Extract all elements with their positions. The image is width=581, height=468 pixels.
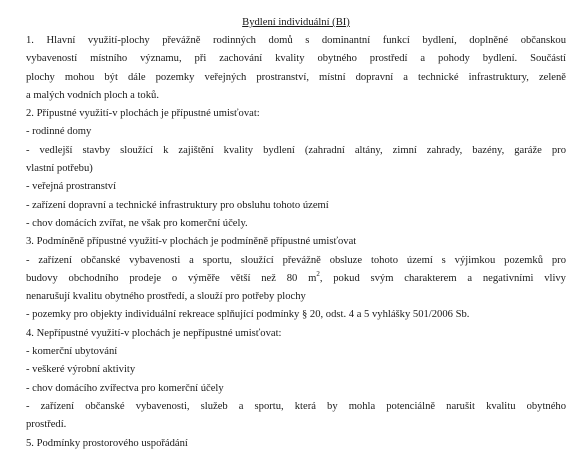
list-item: - chov domácích zvířat, ne však pro komerční účely. (26, 217, 248, 229)
list-item-continuation (26, 270, 566, 288)
list-item-continuation: prostředí. (26, 419, 67, 431)
list-item: - zařízení občanské vybavenosti, služeb a sportu, která by mohla potenciálně narušit kvalitu obytného (26, 400, 566, 412)
list-item: - zařízení dopravní a technické infrastruktury pro obsluhu tohoto území (26, 199, 329, 211)
section-1-paragraph (26, 32, 566, 105)
section-3-heading: 3. Podmíněně přípustné využití-v plochách je podmíněně přípustné umisťovat (26, 236, 357, 248)
list-item: - vedlejší stavby sloužící k zajištění kvality bydlení (zahradní altány, zimní zahrady, bazény, garáže pro (26, 144, 566, 156)
list-item-continuation: vlastní potřebu) (26, 163, 93, 175)
list-item: - chov domácího zvířectva pro komerční účely (26, 382, 224, 394)
section-5-heading: 5. Podmínky prostorového uspořádání (26, 437, 188, 449)
text-line: a malých vodních ploch a toků. (26, 89, 159, 101)
text-line: vybaveností místního významu, při zachování kvality obytného prostředí a pohody bydlení. Součástí (26, 53, 566, 65)
list-item: - komerční ubytování (26, 346, 118, 358)
section-2-heading: 2. Přípustné využití-v plochách je přípustné umisťovat: (26, 108, 260, 120)
list-item: - veškeré výrobní aktivity (26, 364, 136, 376)
text-segment: budovy obchodního prodeje o výměře větší než 80 m (26, 272, 317, 284)
section-4-heading: 4. Nepřípustné využití-v plochách je nepřípustné umisťovat: (26, 327, 282, 339)
list-item: - rodinné domy (26, 126, 92, 138)
document-page (26, 14, 566, 453)
list-item: - pozemky pro objekty individuální rekreace splňující podmínky § 20, odst. 4 a 5 vyhlášky 501/2006 Sb. (26, 309, 470, 321)
document-title: Bydlení individuální (BI) (242, 17, 350, 28)
text-line: 1. Hlavní využití-plochy převážně rodinných domů s dominantní funkcí bydlení, doplněné občanskou (26, 35, 566, 46)
superscript: 2 (316, 269, 320, 278)
list-item-continuation: nenarušují kvalitu obytného prostředí, a slouží pro potřeby plochy (26, 291, 306, 303)
list-item: - zařízení občanské vybavenosti a sportu, sloužící převážně obsluze tohoto území s výjimkou pozemků pro (26, 254, 566, 266)
list-item: - veřejná prostranství (26, 181, 117, 193)
text-segment: , pokud svým charakterem a negativními vlivy (319, 272, 566, 284)
text-line: plochy mohou být dále pozemky veřejných prostranství, místní dopravní a technické infrastruktury, zeleně (26, 71, 566, 83)
